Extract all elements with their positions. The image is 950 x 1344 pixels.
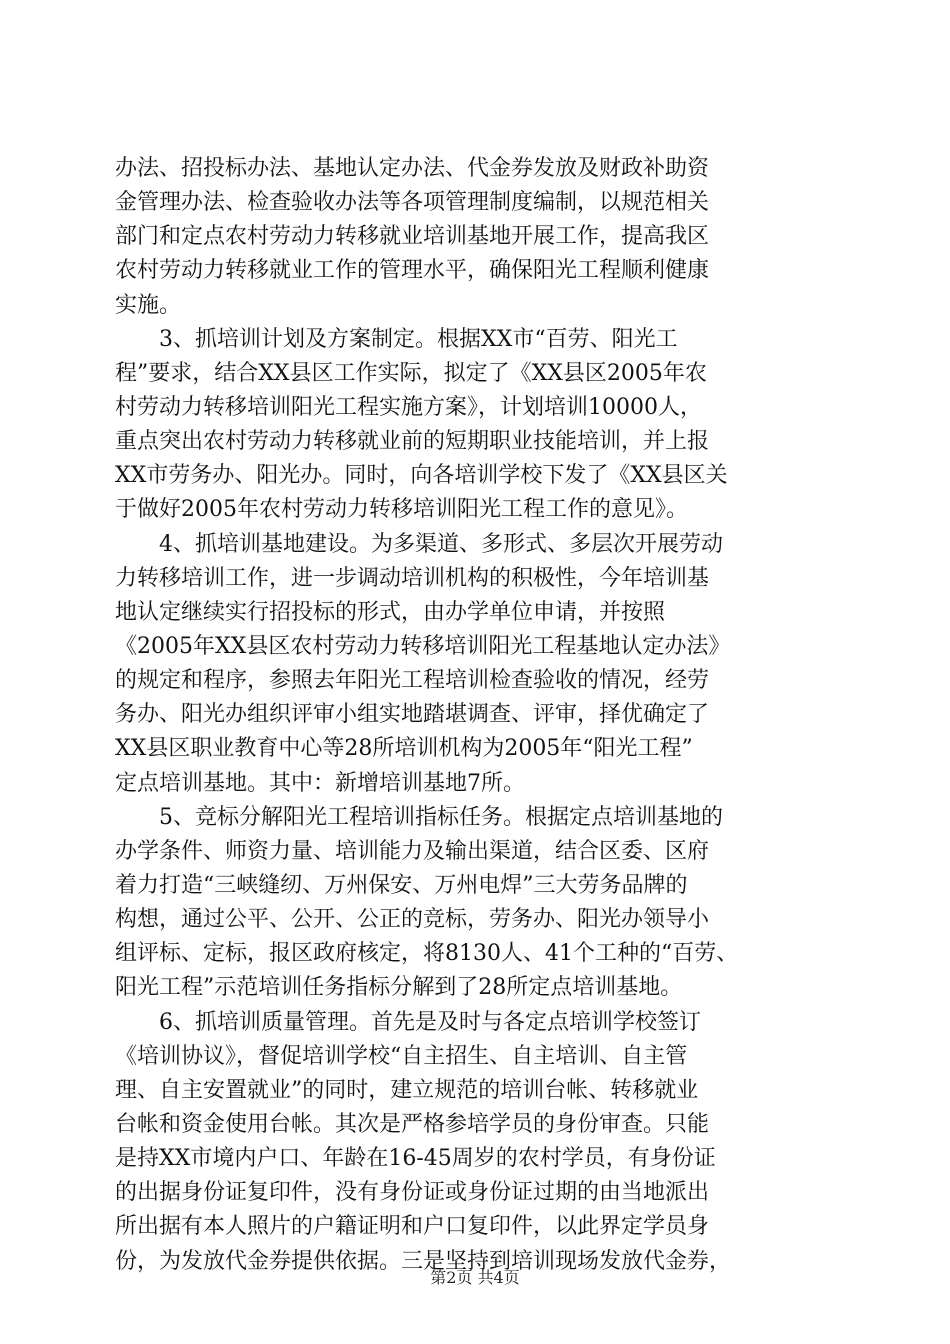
text-line: XX县区职业教育中心等28所培训机构为2005年“阳光工程” — [115, 736, 693, 762]
text-line: 台帐和资金使用台帐。其次是严格参培学员的身份审查。只能 — [115, 1111, 710, 1137]
text-line: 5、竞标分解阳光工程培训指标任务。根据定点培训基地的 — [115, 804, 723, 830]
text-line: 《培训协议》，督促培训学校“自主招生、自主培训、自主管 — [115, 1043, 688, 1069]
text-line: 地认定继续实行招投标的形式，由办学单位申请，并按照 — [115, 599, 666, 625]
text-line: 阳光工程”示范培训任务指标分解到了28所定点培训基地。 — [115, 975, 683, 1001]
text-line: 于做好2005年农村劳动力转移培训阳光工程工作的意见》。 — [115, 497, 688, 523]
text-line: 份，为发放代金券提供依据。三是坚持到培训现场发放代金券， — [115, 1248, 732, 1274]
text-line: 理、自主安置就业”的同时，建立规范的培训台帐、转移就业 — [115, 1077, 699, 1103]
text-line: 着力打造“三峡缝纫、万州保安、万州电焊”三大劳务品牌的 — [115, 872, 688, 898]
text-line: 村劳动力转移培训阳光工程实施方案》，计划培训10000人， — [115, 394, 702, 420]
text-line: 《2005年XX县区农村劳动力转移培训阳光工程基地认定办法》 — [115, 633, 731, 659]
text-line: 办学条件、师资力量、培训能力及输出渠道，结合区委、区府 — [115, 838, 710, 864]
text-line: 3、抓培训计划及方案制定。根据XX市“百劳、阳光工 — [115, 326, 678, 352]
text-line: 定点培训基地。其中：新增培训基地7所。 — [115, 770, 525, 796]
text-line: 金管理办法、检查验收办法等各项管理制度编制，以规范相关 — [115, 190, 710, 216]
text-line: 的规定和程序，参照去年阳光工程培训检查验收的情况，经劳 — [115, 668, 710, 694]
text-line: 力转移培训工作，进一步调动培训机构的积极性，今年培训基 — [115, 565, 710, 591]
text-line: XX市劳务办、阳光办。同时，向各培训学校下发了《XX县区关 — [115, 463, 728, 489]
text-line: 程”要求，结合XX县区工作实际，拟定了《XX县区2005年农 — [115, 360, 707, 386]
text-line: 重点突出农村劳动力转移就业前的短期职业技能培训，并上报 — [115, 429, 710, 455]
body-text — [115, 152, 835, 1279]
text-line: 6、抓培训质量管理。首先是及时与各定点培训学校签订 — [115, 1009, 701, 1035]
text-line: 实施。 — [115, 292, 182, 318]
text-line: 部门和定点农村劳动力转移就业培训基地开展工作，提高我区 — [115, 224, 710, 250]
text-line: 的出据身份证复印件，没有身份证或身份证过期的由当地派出 — [115, 1180, 710, 1206]
text-line: 组评标、定标，报区政府核定，将8130人、41个工种的“百劳、 — [115, 941, 739, 967]
text-line: 所出据有本人照片的户籍证明和户口复印件，以此界定学员身 — [115, 1214, 710, 1240]
text-line: 农村劳动力转移就业工作的管理水平，确保阳光工程顺利健康 — [115, 258, 710, 284]
text-line: 4、抓培训基地建设。为多渠道、多形式、多层次开展劳动 — [115, 531, 723, 557]
text-line: 是持XX市境内户口、年龄在16-45周岁的农村学员，有身份证 — [115, 1146, 716, 1172]
text-line: 办法、招投标办法、基地认定办法、代金券发放及财政补助资 — [115, 156, 710, 181]
page-footer: 第2页 共4页 — [430, 1268, 520, 1287]
text-line: 务办、阳光办组织评审小组实地踏堪调查、评审，择优确定了 — [115, 702, 710, 728]
text-line: 构想，通过公平、公开、公正的竞标，劳务办、阳光办领导小 — [115, 907, 710, 933]
